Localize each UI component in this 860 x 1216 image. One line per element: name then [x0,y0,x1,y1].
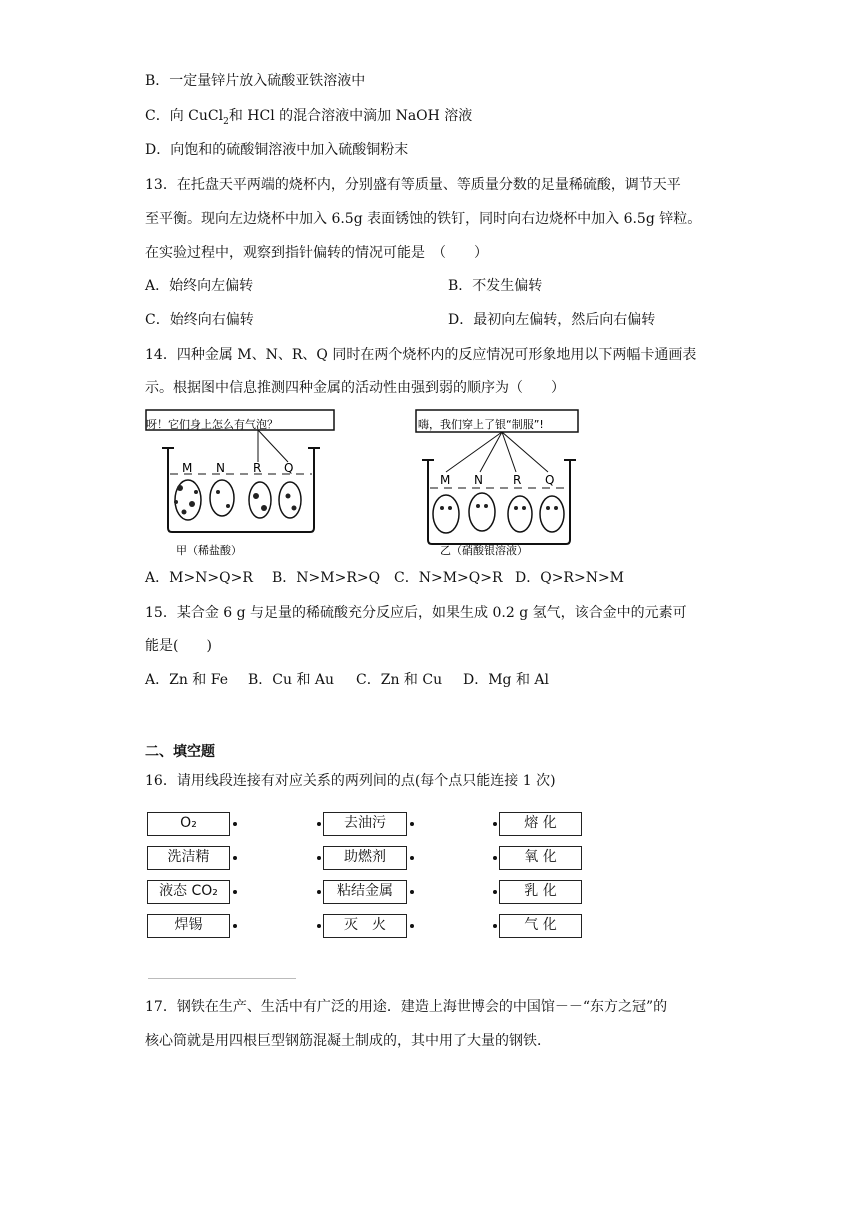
q13-option-a: A．始终向左偏转 [145,278,254,294]
col3-item: 气 化 [499,914,582,938]
q15-option-b: B．Cu 和 Au [248,672,335,688]
q17-stem-line2: 核心筒就是用四根巨型钢筋混凝土制成的，其中用了大量的钢铁． [145,1033,551,1049]
q14-stem-line1: 14．四种金属 M、N、R、Q 同时在两个烧杯内的反应情况可形象地用以下两幅卡通画表 [145,347,697,363]
col2-right-dot[interactable] [410,924,414,928]
q15-stem-line1: 15．某合金 6 g 与足量的稀硫酸充分反应后，如果生成 0.2 g 氢气，该合金中的元素可 [145,605,687,621]
left-metal-q: Q [284,461,294,475]
col1-dot[interactable] [233,822,237,826]
col2-right-dot[interactable] [410,856,414,860]
q12-option-c-sub: 2 [223,116,229,127]
col1-item: 液态 CO₂ [147,880,230,904]
col3-item: 乳 化 [499,880,582,904]
col3-dot[interactable] [493,822,497,826]
section-heading: 二、填空题 [145,744,215,760]
col2-item: 粘结金属 [323,880,407,904]
q12-option-b: B．一定量锌片放入硫酸亚铁溶液中 [145,73,366,89]
left-beaker-label: 甲（稀盐酸） [176,544,242,556]
col1-item: 焊锡 [147,914,230,938]
col2-right-dot[interactable] [410,890,414,894]
left-metal-n: N [216,461,225,475]
col1-item: O₂ [147,812,230,836]
q12-option-d: D．向饱和的硫酸铜溶液中加入硫酸铜粉末 [145,142,409,158]
q14-option-b: B．N>M>R>Q [272,570,381,586]
q14-option-a: A．M>N>Q>R [145,570,253,586]
q15-option-c: C．Zn 和 Cu [356,672,443,688]
q13-option-d: D．最初向左偏转，然后向右偏转 [448,312,656,328]
q12-option-c [145,107,472,125]
col3-item: 氧 化 [499,846,582,870]
q13-option-b: B．不发生偏转 [448,278,543,294]
col1-dot[interactable] [233,856,237,860]
q13-option-c: C．始终向右偏转 [145,312,254,328]
q13-stem-line2: 至平衡。现向左边烧杯中加入 6.5g 表面锈蚀的铁钉，同时向右边烧杯中加入 6.5g 锌粒。 [145,211,702,227]
q14-stem-line2: 示。根据图中信息推测四种金属的活动性由强到弱的顺序为（ ） [145,380,565,396]
right-metal-m: M [440,473,451,487]
col2-left-dot[interactable] [317,924,321,928]
q12-option-c-post: 和 HCl 的混合溶液中滴加 NaOH 溶液 [228,108,473,124]
beaker-cartoon [140,408,590,556]
col2-left-dot[interactable] [317,890,321,894]
q14-option-c: C．N>M>Q>R [394,570,503,586]
col2-left-dot[interactable] [317,856,321,860]
right-metal-n: N [474,473,483,487]
q16-stem: 16．请用线段连接有对应关系的两列间的点(每个点只能连接 1 次) [145,773,556,789]
left-metal-r: R [253,461,262,475]
col1-dot[interactable] [233,890,237,894]
col3-dot[interactable] [493,924,497,928]
col2-item: 助燃剂 [323,846,407,870]
q15-stem-line2: 能是( ) [145,638,212,654]
q17-stem-line1: 17．钢铁在生产、生活中有广泛的用途．建造上海世博会的中国馆－－“东方之冠”的 [145,999,668,1015]
right-beaker-label: 乙（硝酸银溶液） [440,544,528,556]
left-metal-m: M [182,461,193,475]
right-caption: 嗨，我们穿上了银“制服”! [418,418,544,431]
col3-dot[interactable] [493,856,497,860]
col1-item: 洗洁精 [147,846,230,870]
col3-dot[interactable] [493,890,497,894]
separator-line [148,978,296,979]
q13-stem-line3: 在实验过程中，观察到指针偏转的情况可能是 （ ） [145,245,488,261]
right-metal-q: Q [545,473,555,487]
col2-item: 去油污 [323,812,407,836]
left-caption: 呀！它们身上怎么有气泡？ [146,418,278,431]
q12-option-c-pre: C．向 CuCl [145,108,224,124]
q15-option-a: A．Zn 和 Fe [145,672,228,688]
col2-item: 灭 火 [323,914,407,938]
q15-option-d: D．Mg 和 Al [463,672,550,688]
col2-right-dot[interactable] [410,822,414,826]
q13-stem-line1: 13．在托盘天平两端的烧杯内，分别盛有等质量、等质量分数的足量稀硫酸，调节天平 [145,177,681,193]
col3-item: 熔 化 [499,812,582,836]
col1-dot[interactable] [233,924,237,928]
q14-option-d: D．Q>R>N>M [515,570,625,586]
col2-left-dot[interactable] [317,822,321,826]
right-metal-r: R [513,473,522,487]
